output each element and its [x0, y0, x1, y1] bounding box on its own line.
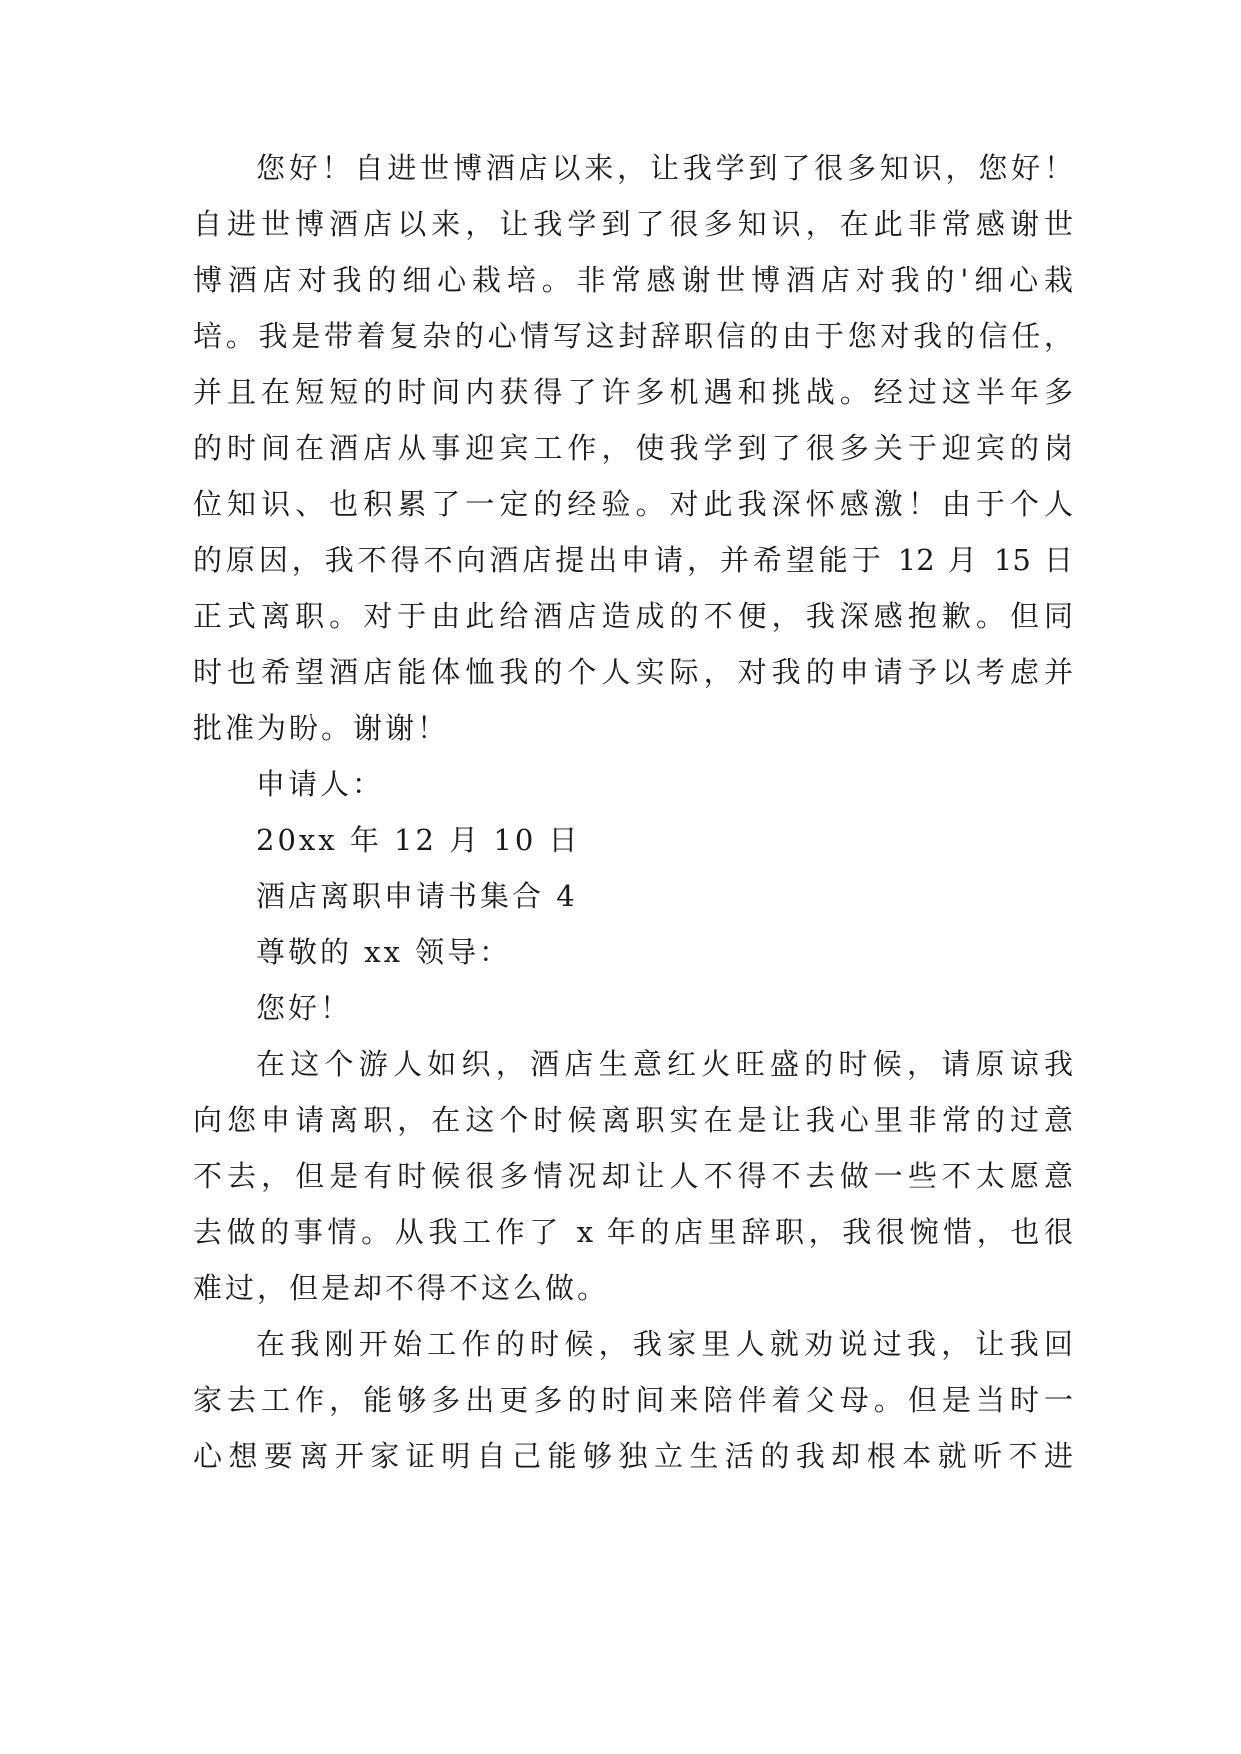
- paragraph-line: 并且在短短的时间内获得了许多机遇和挑战。经过这半年多: [193, 375, 1073, 409]
- section-heading: 酒店离职申请书集合 4: [256, 879, 578, 913]
- paragraph-line: 您好！自进世博酒店以来，让我学到了很多知识，您好！: [256, 151, 1073, 185]
- paragraph-line: 向您申请离职，在这个时候离职实在是让我心里非常的过意: [193, 1103, 1073, 1137]
- paragraph-line: 的时间在酒店从事迎宾工作，使我学到了很多关于迎宾的岗: [193, 431, 1073, 465]
- paragraph-line: 博酒店对我的细心栽培。非常感谢世博酒店对我的'细心栽: [193, 263, 1073, 297]
- paragraph-line: 正式离职。对于由此给酒店造成的不便，我深感抱歉。但同: [193, 599, 1073, 633]
- paragraph-line: 心想要离开家证明自己能够独立生活的我却根本就听不进: [193, 1439, 1073, 1473]
- paragraph-line: 自进世博酒店以来，让我学到了很多知识，在此非常感谢世: [193, 207, 1073, 241]
- paragraph-line: 在我刚开始工作的时候，我家里人就劝说过我，让我回: [256, 1327, 1073, 1361]
- paragraph-line: 难过，但是却不得不这么做。: [193, 1271, 610, 1305]
- letter-date: 20xx 年 12 月 10 日: [256, 823, 581, 857]
- paragraph-line: 家去工作，能够多出更多的时间来陪伴着父母。但是当时一: [193, 1383, 1073, 1417]
- paragraph-line: 位知识、也积累了一定的经验。对此我深怀感激！由于个人: [193, 487, 1073, 521]
- paragraph-line: 批准为盼。谢谢！: [193, 711, 450, 745]
- paragraph-line: 去做的事情。从我工作了 x 年的店里辞职，我很惋惜，也很: [193, 1215, 1073, 1249]
- paragraph-line: 不去，但是有时候很多情况却让人不得不去做一些不太愿意: [193, 1159, 1073, 1193]
- paragraph-line: 的原因，我不得不向酒店提出申请，并希望能于 12 月 15 日: [193, 543, 1073, 577]
- salutation: 尊敬的 xx 领导：: [256, 935, 512, 969]
- paragraph-line: 在这个游人如织，酒店生意红火旺盛的时候，请原谅我: [256, 1047, 1073, 1081]
- greeting: 您好！: [256, 991, 353, 1025]
- applicant-label: 申请人：: [256, 767, 385, 801]
- paragraph-line: 时也希望酒店能体恤我的个人实际，对我的申请予以考虑并: [193, 655, 1073, 689]
- paragraph-line: 培。我是带着复杂的心情写这封辞职信的由于您对我的信任，: [193, 319, 1073, 353]
